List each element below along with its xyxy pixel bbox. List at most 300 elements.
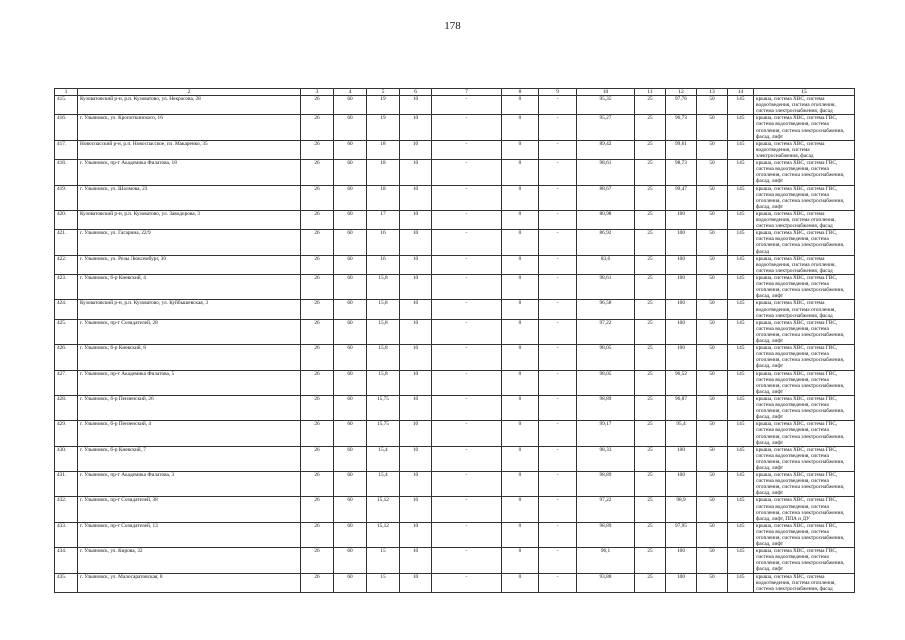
table-cell-col-13: 50 xyxy=(697,548,728,573)
table-cell-col-15: крыша, система ХВС, система ГВС, система водоотведения, система отопления, система электроснабжения, фасад, лифт xyxy=(754,115,855,140)
table-cell-col-5: 15,12 xyxy=(367,497,400,522)
table-cell-col-1: 420. xyxy=(55,210,78,229)
table-cell-col-14: 145 xyxy=(728,96,754,115)
table-cell-col-3: 26 xyxy=(301,275,334,300)
table-cell-col-3: 26 xyxy=(301,573,334,592)
table-cell-col-6: 10 xyxy=(400,370,432,395)
table-cell-col-4: 60 xyxy=(334,472,367,497)
table-cell-col-4: 60 xyxy=(334,446,367,471)
table-cell-col-3: 26 xyxy=(301,210,334,229)
table-cell-col-12: 96,87 xyxy=(666,395,697,420)
table-cell-col-5: 15,75 xyxy=(367,421,400,446)
table-row xyxy=(55,472,855,497)
table-cell-col-1: 424. xyxy=(55,300,78,319)
table-cell-col-2: г. Ульяновск, пр-т Академика Филатова, 3 xyxy=(78,472,301,497)
table-cell-col-5: 15,4 xyxy=(367,472,400,497)
table-cell-col-10: 80,98 xyxy=(577,210,635,229)
table-cell-col-2: г. Ульяновск, пр-т Академика Филатова, 5 xyxy=(78,370,301,395)
table-cell-col-1: 419. xyxy=(55,185,78,210)
column-header-10: 10 xyxy=(577,89,635,96)
table-cell-col-5: 15,4 xyxy=(367,446,400,471)
table-cell-col-14: 145 xyxy=(728,230,754,255)
table-cell-col-7: - xyxy=(432,421,502,446)
table-cell-col-2: Кузоватовский р-н, р.п. Кузоватово, ул. Заводорова, 3 xyxy=(78,210,301,229)
table-cell-col-9: - xyxy=(539,497,577,522)
table-cell-col-5: 15,75 xyxy=(367,395,400,420)
table-row xyxy=(55,395,855,420)
table-cell-col-6: 10 xyxy=(400,472,432,497)
table-cell-col-9: - xyxy=(539,160,577,185)
table-cell-col-6: 10 xyxy=(400,230,432,255)
column-header-9: 9 xyxy=(539,89,577,96)
table-cell-col-12: 96,73 xyxy=(666,115,697,140)
table-cell-col-8: 0 xyxy=(502,395,539,420)
table-cell-col-10: 98,61 xyxy=(577,275,635,300)
table-cell-col-15: крыша, система ХВС, система ГВС, система водоотведения, система отопления, система электроснабжения, фасад, лифт xyxy=(754,370,855,395)
table-cell-col-4: 60 xyxy=(334,548,367,573)
table-cell-col-13: 50 xyxy=(697,275,728,300)
table-cell-col-13: 50 xyxy=(697,210,728,229)
table-cell-col-5: 17 xyxy=(367,210,400,229)
table-cell-col-12: 95,4 xyxy=(666,421,697,446)
column-header-4: 4 xyxy=(334,89,367,96)
table-cell-col-2: г. Ульяновск, пр-т Академика Филатова, 18 xyxy=(78,160,301,185)
table-cell-col-15: крыша, система ХВС, система водоотведения, система отопления, система электроснабжения, фасад xyxy=(754,300,855,319)
table-cell-col-13: 50 xyxy=(697,185,728,210)
table-cell-col-8: 0 xyxy=(502,275,539,300)
table-cell-col-2: г. Ульяновск, ул. Кропоткинского, 16 xyxy=(78,115,301,140)
table-cell-col-12: 100 xyxy=(666,573,697,592)
table-cell-col-6: 10 xyxy=(400,421,432,446)
table-cell-col-11: 25 xyxy=(635,497,666,522)
table-cell-col-4: 60 xyxy=(334,230,367,255)
table-cell-col-13: 50 xyxy=(697,255,728,274)
column-header-11: 11 xyxy=(635,89,666,96)
table-cell-col-15: крыша, система ХВС, система ГВС, система водоотведения, система отопления, система электроснабжения, фасад, лифт xyxy=(754,548,855,573)
table-cell-col-4: 60 xyxy=(334,140,367,159)
table-cell-col-3: 26 xyxy=(301,497,334,522)
table-cell-col-1: 416. xyxy=(55,115,78,140)
table-cell-col-3: 26 xyxy=(301,421,334,446)
table-cell-col-14: 145 xyxy=(728,275,754,300)
table-cell-col-1: 428. xyxy=(55,395,78,420)
table-cell-col-8: 0 xyxy=(502,421,539,446)
table-cell-col-12: 97,95 xyxy=(666,522,697,547)
table-row xyxy=(55,497,855,522)
table-cell-col-5: 19 xyxy=(367,115,400,140)
table-cell-col-9: - xyxy=(539,275,577,300)
table-cell-col-1: 418. xyxy=(55,160,78,185)
table-cell-col-2: г. Ульяновск, пр-т Созидателей, 38 xyxy=(78,497,301,522)
table-cell-col-1: 426. xyxy=(55,345,78,370)
table-cell-col-5: 15,8 xyxy=(367,300,400,319)
table-cell-col-3: 26 xyxy=(301,522,334,547)
table-cell-col-6: 10 xyxy=(400,345,432,370)
column-header-13: 13 xyxy=(697,89,728,96)
table-row xyxy=(55,160,855,185)
table-cell-col-13: 50 xyxy=(697,522,728,547)
table-cell-col-6: 10 xyxy=(400,210,432,229)
column-header-6: 6 xyxy=(400,89,432,96)
table-cell-col-7: - xyxy=(432,185,502,210)
table-row xyxy=(55,275,855,300)
table-row xyxy=(55,573,855,592)
table-cell-col-6: 10 xyxy=(400,522,432,547)
table-cell-col-12: 97,76 xyxy=(666,96,697,115)
table-cell-col-14: 145 xyxy=(728,522,754,547)
table-cell-col-2: г. Ульяновск, б-р Киевский, 7 xyxy=(78,446,301,471)
table-cell-col-13: 50 xyxy=(697,160,728,185)
table-cell-col-2: г. Ульяновск, б-р Пензенский, 26 xyxy=(78,395,301,420)
table-cell-col-12: 98,9 xyxy=(666,497,697,522)
table-cell-col-10: 86,92 xyxy=(577,230,635,255)
table-row xyxy=(55,210,855,229)
table-cell-col-7: - xyxy=(432,275,502,300)
table-cell-col-7: - xyxy=(432,210,502,229)
table-cell-col-2: г. Ульяновск, ул. Кирова, 32 xyxy=(78,548,301,573)
table-cell-col-14: 145 xyxy=(728,446,754,471)
table-cell-col-11: 25 xyxy=(635,300,666,319)
table-cell-col-13: 50 xyxy=(697,96,728,115)
table-cell-col-9: - xyxy=(539,230,577,255)
table-cell-col-15: крыша, система ХВС, система ГВС, система водоотведения, система отопления, система электроснабжения, фасад, лифт xyxy=(754,185,855,210)
table-cell-col-2: г. Ульяновск, б-р Киевский, 8 xyxy=(78,345,301,370)
table-cell-col-14: 145 xyxy=(728,300,754,319)
table-cell-col-10: 83,6 xyxy=(577,255,635,274)
table-cell-col-2: г. Ульяновск, ул. Розы Люксембург, 30 xyxy=(78,255,301,274)
table-cell-col-9: - xyxy=(539,345,577,370)
table-row xyxy=(55,319,855,344)
table-cell-col-15: крыша, система ХВС, система ГВС, система водоотведения, система отопления, система электроснабжения, фасад, лифт xyxy=(754,160,855,185)
table-cell-col-14: 145 xyxy=(728,255,754,274)
header-row xyxy=(55,89,855,96)
table-cell-col-14: 145 xyxy=(728,548,754,573)
table-cell-col-12: 100 xyxy=(666,300,697,319)
table-cell-col-13: 50 xyxy=(697,472,728,497)
table-cell-col-13: 50 xyxy=(697,497,728,522)
table-cell-col-6: 10 xyxy=(400,319,432,344)
table-cell-col-8: 0 xyxy=(502,319,539,344)
table-cell-col-1: 431. xyxy=(55,472,78,497)
table-cell-col-8: 0 xyxy=(502,255,539,274)
table-cell-col-9: - xyxy=(539,421,577,446)
table-cell-col-4: 60 xyxy=(334,421,367,446)
table-cell-col-10: 98,05 xyxy=(577,370,635,395)
page-number: 178 xyxy=(444,20,461,32)
table-cell-col-14: 145 xyxy=(728,497,754,522)
table-cell-col-6: 10 xyxy=(400,497,432,522)
table-cell-col-14: 145 xyxy=(728,370,754,395)
table-cell-col-11: 25 xyxy=(635,446,666,471)
table-row xyxy=(55,446,855,471)
table-cell-col-1: 430. xyxy=(55,446,78,471)
table-cell-col-7: - xyxy=(432,140,502,159)
table-cell-col-11: 25 xyxy=(635,255,666,274)
table-cell-col-2: г. Ульяновск, пр-т Созидателей, 28 xyxy=(78,319,301,344)
table-cell-col-7: - xyxy=(432,300,502,319)
table-cell-col-6: 10 xyxy=(400,140,432,159)
column-header-3: 3 xyxy=(301,89,334,96)
table-cell-col-4: 60 xyxy=(334,300,367,319)
table-cell-col-12: 99,47 xyxy=(666,185,697,210)
table-cell-col-11: 25 xyxy=(635,522,666,547)
table-cell-col-10: 97,22 xyxy=(577,497,635,522)
column-header-12: 12 xyxy=(666,89,697,96)
table-cell-col-10: 88,67 xyxy=(577,185,635,210)
table-cell-col-7: - xyxy=(432,548,502,573)
table-cell-col-3: 26 xyxy=(301,319,334,344)
table-cell-col-8: 0 xyxy=(502,96,539,115)
table-cell-col-15: крыша, система ХВС, система ГВС, система водоотведения, система отопления, система электроснабжения, фасад, лифт xyxy=(754,522,855,547)
table-cell-col-12: 100 xyxy=(666,255,697,274)
table-cell-col-6: 10 xyxy=(400,395,432,420)
table-row xyxy=(55,522,855,547)
table-cell-col-7: - xyxy=(432,115,502,140)
table-cell-col-1: 422. xyxy=(55,255,78,274)
table-cell-col-4: 60 xyxy=(334,185,367,210)
table-cell-col-11: 25 xyxy=(635,421,666,446)
table-cell-col-5: 15,12 xyxy=(367,522,400,547)
table-cell-col-12: 100 xyxy=(666,210,697,229)
table-row xyxy=(55,96,855,115)
table-cell-col-10: 98,33 xyxy=(577,446,635,471)
table-cell-col-4: 60 xyxy=(334,395,367,420)
table-cell-col-10: 98,89 xyxy=(577,472,635,497)
table-row xyxy=(55,185,855,210)
register-table-container xyxy=(54,88,854,593)
table-cell-col-3: 26 xyxy=(301,472,334,497)
table-cell-col-9: - xyxy=(539,185,577,210)
table-cell-col-15: крыша, система ХВС, система ГВС, система водоотведения, система отопления, система электроснабжения, фасад, лифт xyxy=(754,421,855,446)
table-cell-col-11: 25 xyxy=(635,370,666,395)
table-cell-col-8: 0 xyxy=(502,522,539,547)
table-cell-col-15: крыша, система ХВС, система водоотведения, система отопления, система электроснабжения, фасад xyxy=(754,96,855,115)
table-cell-col-3: 26 xyxy=(301,140,334,159)
table-cell-col-8: 0 xyxy=(502,370,539,395)
table-cell-col-6: 10 xyxy=(400,275,432,300)
table-cell-col-4: 60 xyxy=(334,275,367,300)
table-cell-col-8: 0 xyxy=(502,185,539,210)
table-cell-col-15: крыша, система ХВС, система ГВС, система водоотведения, система отопления, система электроснабжения, фасад, лифт xyxy=(754,345,855,370)
table-cell-col-13: 50 xyxy=(697,573,728,592)
table-cell-col-9: - xyxy=(539,140,577,159)
table-cell-col-12: 100 xyxy=(666,446,697,471)
table-cell-col-4: 60 xyxy=(334,345,367,370)
table-cell-col-4: 60 xyxy=(334,319,367,344)
table-cell-col-14: 145 xyxy=(728,115,754,140)
table-cell-col-4: 60 xyxy=(334,160,367,185)
table-row xyxy=(55,115,855,140)
table-cell-col-4: 60 xyxy=(334,255,367,274)
table-cell-col-7: - xyxy=(432,319,502,344)
table-cell-col-1: 434. xyxy=(55,548,78,573)
column-header-5: 5 xyxy=(367,89,400,96)
table-cell-col-9: - xyxy=(539,255,577,274)
table-row xyxy=(55,255,855,274)
table-cell-col-6: 10 xyxy=(400,255,432,274)
table-cell-col-11: 25 xyxy=(635,96,666,115)
table-cell-col-5: 15,8 xyxy=(367,275,400,300)
table-cell-col-4: 60 xyxy=(334,210,367,229)
table-cell-col-9: - xyxy=(539,522,577,547)
table-cell-col-3: 26 xyxy=(301,548,334,573)
table-cell-col-4: 60 xyxy=(334,115,367,140)
table-cell-col-1: 415. xyxy=(55,96,78,115)
table-cell-col-2: г. Ульяновск, ул. Гагарина, 22/9 xyxy=(78,230,301,255)
table-cell-col-15: крыша, система ХВС, система ГВС, система водоотведения, система отопления, система электроснабжения, фасад, лифт xyxy=(754,472,855,497)
table-cell-col-3: 26 xyxy=(301,446,334,471)
table-cell-col-8: 0 xyxy=(502,573,539,592)
table-cell-col-5: 19 xyxy=(367,96,400,115)
table-cell-col-10: 93,88 xyxy=(577,573,635,592)
table-cell-col-12: 100 xyxy=(666,319,697,344)
table-cell-col-7: - xyxy=(432,446,502,471)
table-cell-col-9: - xyxy=(539,573,577,592)
table-row xyxy=(55,548,855,573)
table-cell-col-6: 10 xyxy=(400,548,432,573)
table-cell-col-6: 10 xyxy=(400,96,432,115)
table-cell-col-8: 0 xyxy=(502,210,539,229)
table-cell-col-14: 145 xyxy=(728,319,754,344)
table-cell-col-6: 10 xyxy=(400,573,432,592)
table-row xyxy=(55,300,855,319)
table-row xyxy=(55,345,855,370)
table-row xyxy=(55,370,855,395)
table-cell-col-11: 25 xyxy=(635,275,666,300)
table-cell-col-3: 26 xyxy=(301,370,334,395)
table-cell-col-5: 15 xyxy=(367,573,400,592)
table-cell-col-6: 10 xyxy=(400,446,432,471)
table-cell-col-1: 425. xyxy=(55,319,78,344)
table-cell-col-15: крыша, система ХВС, система ГВС, система водоотведения, система отопления, система электроснабжения, фасад xyxy=(754,230,855,255)
table-cell-col-10: 98,61 xyxy=(577,160,635,185)
table-cell-col-7: - xyxy=(432,230,502,255)
table-cell-col-14: 145 xyxy=(728,395,754,420)
table-cell-col-5: 16 xyxy=(367,255,400,274)
table-cell-col-13: 50 xyxy=(697,345,728,370)
table-cell-col-7: - xyxy=(432,497,502,522)
table-cell-col-7: - xyxy=(432,395,502,420)
table-cell-col-7: - xyxy=(432,370,502,395)
column-header-15: 15 xyxy=(754,89,855,96)
table-cell-col-3: 26 xyxy=(301,160,334,185)
table-cell-col-1: 421. xyxy=(55,230,78,255)
table-cell-col-9: - xyxy=(539,210,577,229)
table-cell-col-11: 25 xyxy=(635,230,666,255)
table-cell-col-8: 0 xyxy=(502,115,539,140)
table-cell-col-8: 0 xyxy=(502,472,539,497)
table-cell-col-1: 427. xyxy=(55,370,78,395)
table-cell-col-9: - xyxy=(539,472,577,497)
table-cell-col-14: 145 xyxy=(728,210,754,229)
table-cell-col-9: - xyxy=(539,96,577,115)
table-cell-col-3: 26 xyxy=(301,230,334,255)
table-cell-col-14: 145 xyxy=(728,140,754,159)
table-cell-col-14: 145 xyxy=(728,160,754,185)
table-cell-col-1: 433. xyxy=(55,522,78,547)
table-cell-col-5: 16 xyxy=(367,230,400,255)
table-cell-col-10: 96,1 xyxy=(577,548,635,573)
table-cell-col-3: 26 xyxy=(301,300,334,319)
table-cell-col-9: - xyxy=(539,548,577,573)
table-cell-col-15: крыша, система ХВС, система ГВС, система водоотведения, система отопления, система электроснабжения, фасад, лифт xyxy=(754,446,855,471)
table-cell-col-4: 60 xyxy=(334,522,367,547)
column-header-1: 1 xyxy=(55,89,78,96)
table-cell-col-8: 0 xyxy=(502,140,539,159)
table-cell-col-13: 50 xyxy=(697,421,728,446)
table-cell-col-15: крыша, система ХВС, система водоотведения, система отопления, система электроснабжения, фасад xyxy=(754,210,855,229)
table-cell-col-2: г. Ульяновск, пр-т Созидателей, 13 xyxy=(78,522,301,547)
table-cell-col-10: 89,42 xyxy=(577,140,635,159)
table-cell-col-12: 100 xyxy=(666,230,697,255)
table-cell-col-2: г. Ульяновск, б-р Киевский, 4 xyxy=(78,275,301,300)
table-cell-col-5: 15 xyxy=(367,548,400,573)
table-cell-col-6: 10 xyxy=(400,160,432,185)
table-cell-col-10: 99,17 xyxy=(577,421,635,446)
table-cell-col-11: 25 xyxy=(635,210,666,229)
table-cell-col-11: 25 xyxy=(635,319,666,344)
table-cell-col-13: 50 xyxy=(697,319,728,344)
table-cell-col-3: 26 xyxy=(301,255,334,274)
table-cell-col-8: 0 xyxy=(502,446,539,471)
table-cell-col-2: Кузоватовский р-н, р.п. Кузоватово, ул. Куйбышевская, 3 xyxy=(78,300,301,319)
table-cell-col-10: 95,35 xyxy=(577,96,635,115)
table-cell-col-5: 15,8 xyxy=(367,319,400,344)
table-cell-col-6: 10 xyxy=(400,115,432,140)
table-cell-col-13: 50 xyxy=(697,395,728,420)
table-cell-col-12: 100 xyxy=(666,472,697,497)
table-cell-col-15: крыша, система ХВС, система водоотведения, система отопления, система электроснабжения, фасад xyxy=(754,573,855,592)
table-cell-col-10: 98,05 xyxy=(577,345,635,370)
table-cell-col-11: 25 xyxy=(635,345,666,370)
table-cell-col-7: - xyxy=(432,255,502,274)
table-cell-col-3: 26 xyxy=(301,185,334,210)
table-cell-col-14: 145 xyxy=(728,421,754,446)
table-row xyxy=(55,421,855,446)
table-cell-col-11: 25 xyxy=(635,573,666,592)
table-cell-col-14: 145 xyxy=(728,573,754,592)
table-cell-col-5: 15,8 xyxy=(367,345,400,370)
table-cell-col-1: 435. xyxy=(55,573,78,592)
table-cell-col-14: 145 xyxy=(728,345,754,370)
table-cell-col-11: 25 xyxy=(635,472,666,497)
table-cell-col-10: 95,27 xyxy=(577,115,635,140)
table-cell-col-15: крыша, система ХВС, система водоотведения, система отопления, система электроснабжения, фасад xyxy=(754,255,855,274)
table-row xyxy=(55,140,855,159)
table-cell-col-7: - xyxy=(432,96,502,115)
table-cell-col-14: 145 xyxy=(728,472,754,497)
table-cell-col-1: 417. xyxy=(55,140,78,159)
table-cell-col-10: 98,89 xyxy=(577,395,635,420)
table-cell-col-11: 25 xyxy=(635,160,666,185)
table-cell-col-7: - xyxy=(432,160,502,185)
table-cell-col-4: 60 xyxy=(334,370,367,395)
table-cell-col-9: - xyxy=(539,300,577,319)
table-cell-col-8: 0 xyxy=(502,230,539,255)
table-cell-col-12: 96,52 xyxy=(666,370,697,395)
table-cell-col-1: 429. xyxy=(55,421,78,446)
table-cell-col-6: 10 xyxy=(400,300,432,319)
table-body xyxy=(55,96,855,593)
table-cell-col-7: - xyxy=(432,345,502,370)
table-cell-col-12: 99,61 xyxy=(666,140,697,159)
table-cell-col-7: - xyxy=(432,472,502,497)
table-cell-col-9: - xyxy=(539,446,577,471)
table-cell-col-1: 423. xyxy=(55,275,78,300)
table-cell-col-7: - xyxy=(432,573,502,592)
table-cell-col-11: 25 xyxy=(635,185,666,210)
table-cell-col-11: 25 xyxy=(635,395,666,420)
